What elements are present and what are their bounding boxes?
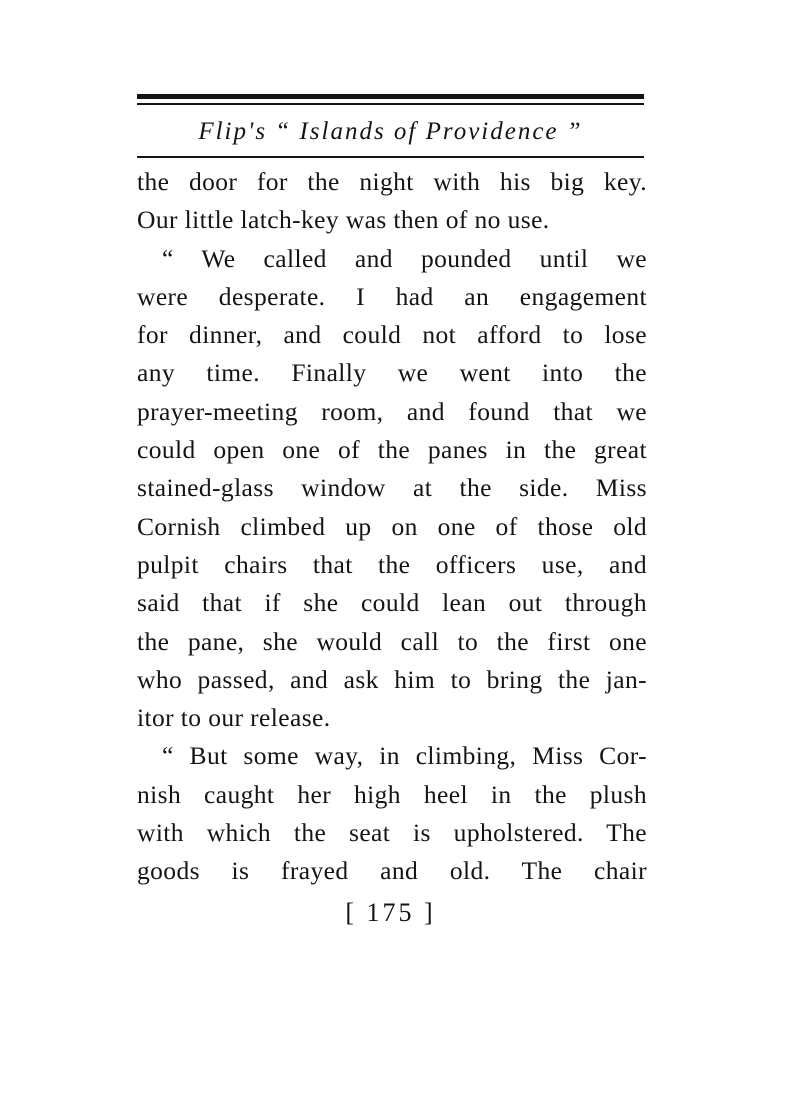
- text-line: the pane, she would call to the first one: [137, 626, 647, 656]
- text-line: the door for the night with his big key.: [137, 167, 647, 196]
- text-line: goods is frayed and old. The chair: [137, 856, 647, 886]
- text-line: “ We called and pounded until we: [162, 243, 647, 273]
- text-line: prayer-meeting room, and found that we: [137, 396, 647, 426]
- body-text: [137, 163, 647, 891]
- text-line: Our little latch-key was then of no use.: [137, 205, 550, 235]
- header-rule-bottom: [137, 156, 644, 158]
- text-line: Cornish climbed up on one of those old: [137, 511, 647, 541]
- text-line: nish caught her high heel in the plush: [137, 779, 647, 809]
- text-line: for dinner, and could not afford to lose: [137, 320, 647, 350]
- text-line: with which the seat is upholstered. The: [137, 818, 647, 848]
- text-line: stained-glass window at the side. Miss: [137, 473, 647, 503]
- page-number: [ 175 ]: [345, 898, 436, 927]
- text-line: pulpit chairs that the officers use, and: [137, 549, 647, 579]
- header-rule-thin: [137, 103, 644, 105]
- text-line: “ But some way, in climbing, Miss Cor-: [162, 741, 647, 771]
- text-line: could open one of the panes in the great: [137, 435, 647, 465]
- text-line: itor to our release.: [137, 703, 331, 733]
- text-line: who passed, and ask him to bring the jan-: [137, 664, 647, 694]
- running-head: Flip's “ Islands of Providence ”: [198, 118, 583, 145]
- text-line: any time. Finally we went into the: [137, 358, 647, 388]
- text-line: were desperate. I had an engagement: [137, 281, 647, 311]
- header-rule-thick: [137, 94, 644, 99]
- text-line: said that if she could lean out through: [137, 588, 647, 618]
